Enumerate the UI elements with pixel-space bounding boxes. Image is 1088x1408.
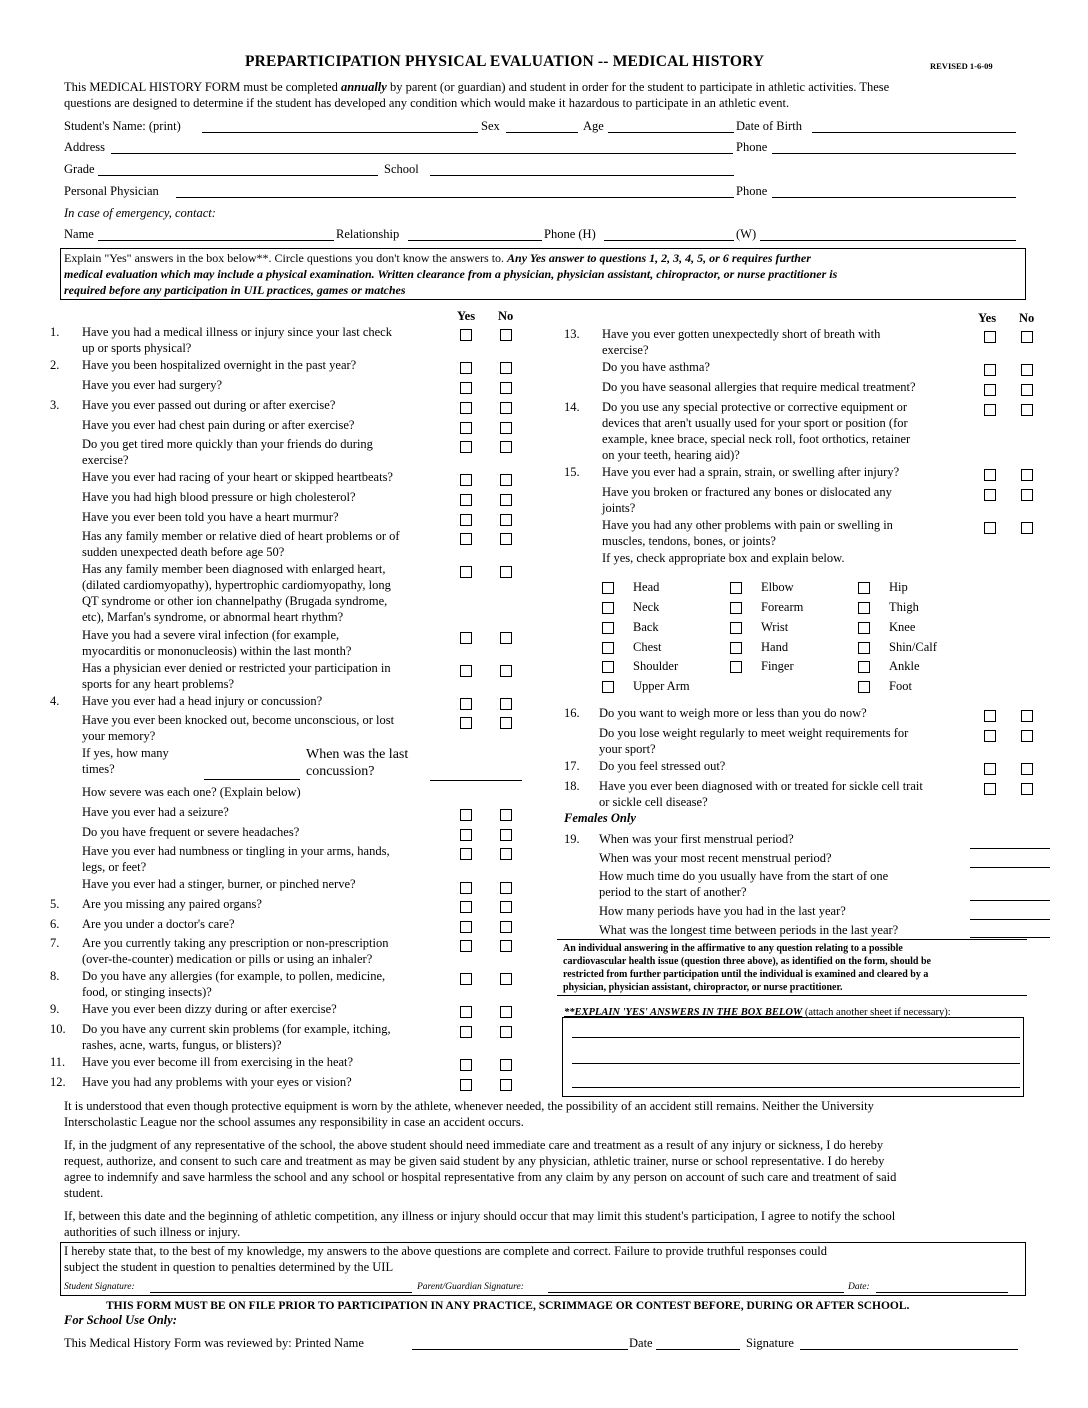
answer-checkbox[interactable] <box>1021 522 1033 534</box>
revised-date: REVISED 1-6-09 <box>930 61 993 71</box>
intro-emphasis: annually <box>340 80 387 94</box>
body-part-checkbox[interactable] <box>602 602 614 614</box>
q3a-text: Have you ever had chest pain during or after exercise? <box>82 418 355 432</box>
answer-checkbox[interactable] <box>500 533 512 545</box>
instructions-emphasis: Any Yes answer to questions 1, 2, 3, 4, 5, or 6 requires further <box>507 251 811 265</box>
q15-text: Have you ever had a sprain, strain, or swelling after injury? <box>602 465 900 479</box>
statement-line-2: subject the student in question to penalties determined by the UIL <box>64 1260 394 1274</box>
q16-number: 16. <box>564 706 580 720</box>
q16a-text: Do you lose weight regularly to meet weight requirements for <box>599 726 909 740</box>
q1-text: Have you had a medical illness or injury since your last check <box>82 325 392 339</box>
q3i-text: Has a physician ever denied or restricted your participation in <box>82 661 391 675</box>
first-period-field[interactable] <box>970 848 1050 849</box>
answer-checkbox[interactable] <box>500 973 512 985</box>
q5-number: 5. <box>50 897 60 911</box>
q11-text: Have you ever become ill from exercising in the heat? <box>82 1055 354 1069</box>
q13a-text: Do you have asthma? <box>602 360 710 374</box>
q3g-text-4: etc), Marfan's syndrome, or abnormal heart rhythm? <box>82 610 344 624</box>
answer-checkbox[interactable] <box>460 533 472 545</box>
cardio-notice-3: restricted from further participation until the individual is examined and cleared by a <box>563 969 929 980</box>
parent-signature-label: Parent/Guardian Signature: <box>417 1282 524 1292</box>
periods-count-field[interactable] <box>970 919 1050 920</box>
q3e-text: Have you ever been told you have a heart murmur? <box>82 510 339 524</box>
answer-checkbox[interactable] <box>500 698 512 710</box>
q7-number: 7. <box>50 936 60 950</box>
answer-checkbox[interactable] <box>500 566 512 578</box>
answer-checkbox[interactable] <box>1021 364 1033 376</box>
q18-number: 18. <box>564 779 580 793</box>
emergency-label: In case of emergency, contact: <box>64 206 216 220</box>
body-part-label: Chest <box>633 640 662 654</box>
body-part-checkbox[interactable] <box>858 582 870 594</box>
cardio-notice-2: cardiovascular health issue (question three above), as identified on the form, should be <box>563 956 931 967</box>
answer-checkbox[interactable] <box>984 763 996 775</box>
explain-line-3[interactable] <box>572 1087 1020 1088</box>
q14-number: 14. <box>564 400 580 414</box>
answer-checkbox[interactable] <box>500 921 512 933</box>
q2-number: 2. <box>50 358 60 372</box>
answer-checkbox[interactable] <box>984 710 996 722</box>
body-part-checkbox[interactable] <box>858 602 870 614</box>
q4e-text: Have you ever had a seizure? <box>82 805 229 819</box>
q15b-text-2: muscles, tendons, bones, or joints? <box>602 534 776 548</box>
answer-checkbox[interactable] <box>984 364 996 376</box>
answer-checkbox[interactable] <box>460 1079 472 1091</box>
q16a-text-2: your sport? <box>599 742 656 756</box>
phone-label: Phone <box>736 140 768 154</box>
q19-number: 19. <box>564 832 580 846</box>
q9-number: 9. <box>50 1002 60 1016</box>
answer-checkbox[interactable] <box>500 1079 512 1091</box>
answer-checkbox[interactable] <box>460 717 472 729</box>
answer-checkbox[interactable] <box>500 329 512 341</box>
body-part-checkbox[interactable] <box>602 622 614 634</box>
reviewer-name-field[interactable] <box>412 1349 628 1350</box>
answer-checkbox[interactable] <box>460 829 472 841</box>
school-label: School <box>384 162 419 176</box>
instructions-line-1 <box>64 251 811 266</box>
q15c-text: If yes, check appropriate box and explain below. <box>602 551 845 565</box>
answer-checkbox[interactable] <box>500 514 512 526</box>
answer-checkbox[interactable] <box>500 901 512 913</box>
q18-text: Have you ever been diagnosed with or treated for sickle cell trait <box>599 779 923 793</box>
address-field[interactable] <box>111 153 733 154</box>
answer-checkbox[interactable] <box>1021 710 1033 722</box>
q5-text: Are you missing any paired organs? <box>82 897 262 911</box>
legal-p1-line1: It is understood that even though protective equipment is worn by the athlete, whenever needed, the possibility of an accident still remains. Neither the University <box>64 1099 874 1113</box>
physician-phone-label: Phone <box>736 184 768 198</box>
review-signature-field[interactable] <box>800 1349 1018 1350</box>
cardio-notice-bottom-rule <box>557 995 1027 996</box>
q10-text-2: rashes, acne, warts, fungus, or blisters)? <box>82 1038 282 1052</box>
q4g-text: Have you ever had numbness or tingling in your arms, hands, <box>82 844 390 858</box>
answer-checkbox[interactable] <box>984 384 996 396</box>
answer-checkbox[interactable] <box>984 404 996 416</box>
q14-text-4: on your teeth, hearing aid)? <box>602 448 740 462</box>
q4a-text-2: your memory? <box>82 729 156 743</box>
answer-checkbox[interactable] <box>500 829 512 841</box>
q4c-text-2: concussion? <box>306 764 375 779</box>
body-part-label: Back <box>633 620 659 634</box>
q4-number: 4. <box>50 694 60 708</box>
review-date-field[interactable] <box>656 1349 740 1350</box>
body-part-checkbox[interactable] <box>730 622 742 634</box>
q10-text: Do you have any current skin problems (for example, itching, <box>82 1022 391 1036</box>
parent-signature-field[interactable] <box>548 1292 844 1293</box>
q19b-text-2: period to the start of another? <box>599 885 747 899</box>
answer-checkbox[interactable] <box>460 698 472 710</box>
legal-p2-line4: student. <box>64 1186 104 1200</box>
answer-checkbox[interactable] <box>460 973 472 985</box>
q3g-text: Has any family member been diagnosed with enlarged heart, <box>82 562 386 576</box>
review-signature-label: Signature <box>746 1336 794 1350</box>
instructions-text: Explain "Yes" answers in the box below**. Circle questions you don't know the answers to. <box>64 251 505 265</box>
answer-checkbox[interactable] <box>500 1006 512 1018</box>
answer-checkbox[interactable] <box>984 783 996 795</box>
q10-number: 10. <box>50 1022 66 1036</box>
q9-text: Have you ever been dizzy during or after exercise? <box>82 1002 337 1016</box>
instructions-line-2: medical evaluation which may include a physical examination. Written clearance from a physician, physician assistant, chiropractor, or nurse practitioner is <box>64 267 838 281</box>
explain-line-2[interactable] <box>572 1063 1020 1064</box>
legal-p2-line1: If, in the judgment of any representative of the school, the above student should need immediate care and treatment as a result of any injury or sickness, I do hereby <box>64 1138 884 1152</box>
q1-text-2: up or sports physical? <box>82 341 192 355</box>
date-field[interactable] <box>876 1292 1008 1293</box>
q3h-text-2: myocarditis or mononucleosis) within the last month? <box>82 644 352 658</box>
body-part-label: Thigh <box>889 600 919 614</box>
answer-checkbox[interactable] <box>460 474 472 486</box>
concussion-count-field[interactable] <box>204 779 300 780</box>
body-part-checkbox[interactable] <box>858 622 870 634</box>
answer-checkbox[interactable] <box>1021 331 1033 343</box>
females-only-label: Females Only <box>564 811 636 825</box>
q19-text: When was your first menstrual period? <box>599 832 794 846</box>
q3b-text-2: exercise? <box>82 453 129 467</box>
legal-p2-line2: request, authorize, and consent to such care and treatment as may be given said student by any physician, athletic trainer, nurse or school representative. I do hereby <box>64 1154 885 1168</box>
q13-number: 13. <box>564 327 580 341</box>
answer-checkbox[interactable] <box>460 921 472 933</box>
answer-checkbox[interactable] <box>460 329 472 341</box>
q7-text-2: (over-the-counter) medication or pills or using an inhaler? <box>82 952 373 966</box>
body-part-checkbox[interactable] <box>602 681 614 693</box>
body-part-label: Foot <box>889 679 912 693</box>
answer-checkbox[interactable] <box>460 362 472 374</box>
phone-field[interactable] <box>772 153 1016 154</box>
q2a-text: Have you ever had surgery? <box>82 378 222 392</box>
q7-text: Are you currently taking any prescription or non-prescription <box>82 936 389 950</box>
answer-checkbox[interactable] <box>984 469 996 481</box>
body-part-label: Finger <box>761 659 794 673</box>
page-title: PREPARTICIPATION PHYSICAL EVALUATION -- MEDICAL HISTORY <box>245 53 765 70</box>
answer-checkbox[interactable] <box>1021 730 1033 742</box>
q19d-text: What was the longest time between periods in the last year? <box>599 923 899 937</box>
body-part-checkbox[interactable] <box>602 661 614 673</box>
statement-line-1: I hereby state that, to the best of my knowledge, my answers to the above questions are complete and correct. Failure to provide truthful responses could <box>64 1244 827 1258</box>
body-part-checkbox[interactable] <box>858 681 870 693</box>
q19a-text: When was your most recent menstrual period? <box>599 851 832 865</box>
q18-text-2: or sickle cell disease? <box>599 795 708 809</box>
q15b-text: Have you had any other problems with pain or swelling in <box>602 518 893 532</box>
q4d-text: How severe was each one? (Explain below) <box>82 785 301 799</box>
answer-checkbox[interactable] <box>460 494 472 506</box>
answer-checkbox[interactable] <box>984 331 996 343</box>
answer-checkbox[interactable] <box>460 848 472 860</box>
q19c-text: How many periods have you had in the last year? <box>599 904 846 918</box>
body-part-label: Neck <box>633 600 660 614</box>
answer-checkbox[interactable] <box>500 940 512 952</box>
contact-name-field[interactable] <box>98 240 334 241</box>
q3-text: Have you ever passed out during or after exercise? <box>82 398 336 412</box>
body-part-label: Hand <box>761 640 789 654</box>
longest-interval-field[interactable] <box>970 937 1050 938</box>
q4b-text: If yes, how many <box>82 746 169 760</box>
relationship-field[interactable] <box>408 240 542 241</box>
recent-period-field[interactable] <box>970 867 1050 868</box>
body-part-label: Forearm <box>761 600 804 614</box>
body-part-checkbox[interactable] <box>602 642 614 654</box>
answer-checkbox[interactable] <box>460 514 472 526</box>
cardio-notice-1: An individual answering in the affirmative to any question relating to a possible <box>563 943 903 954</box>
body-part-label: Shoulder <box>633 659 679 673</box>
answer-checkbox[interactable] <box>1021 384 1033 396</box>
body-part-checkbox[interactable] <box>730 642 742 654</box>
answer-checkbox[interactable] <box>500 422 512 434</box>
answer-checkbox[interactable] <box>500 362 512 374</box>
address-label: Address <box>64 140 105 154</box>
physician-label: Personal Physician <box>64 184 159 198</box>
answer-checkbox[interactable] <box>1021 404 1033 416</box>
phone-w-label: (W) <box>736 227 757 241</box>
legal-p3-line1: If, between this date and the beginning of athletic competition, any illness or injury should occur that may limit this student's participation, I agree to notify the school <box>64 1209 896 1223</box>
answer-checkbox[interactable] <box>500 665 512 677</box>
grade-field[interactable] <box>98 175 378 176</box>
q2-text: Have you been hospitalized overnight in the past year? <box>82 358 357 372</box>
body-part-label: Shin/Calf <box>889 640 937 654</box>
age-label: Age <box>583 119 604 133</box>
no-header: No <box>498 309 514 323</box>
answer-checkbox[interactable] <box>500 1026 512 1038</box>
yes-header: Yes <box>457 309 476 323</box>
answer-checkbox[interactable] <box>460 901 472 913</box>
q1-number: 1. <box>50 325 60 339</box>
school-use-label: For School Use Only: <box>64 1313 177 1327</box>
dob-label: Date of Birth <box>736 119 802 133</box>
answer-checkbox[interactable] <box>500 632 512 644</box>
answer-checkbox[interactable] <box>500 1059 512 1071</box>
answer-checkbox[interactable] <box>500 441 512 453</box>
q4g-text-2: legs, or feet? <box>82 860 147 874</box>
body-part-label: Upper Arm <box>633 679 690 693</box>
answer-checkbox[interactable] <box>460 882 472 894</box>
answer-checkbox[interactable] <box>460 940 472 952</box>
q4b-text-2: times? <box>82 762 115 776</box>
answer-checkbox[interactable] <box>460 809 472 821</box>
student-signature-field[interactable] <box>150 1292 412 1293</box>
q12-number: 12. <box>50 1075 66 1089</box>
q14-text-3: example, knee brace, special neck roll, foot orthotics, retainer <box>602 432 911 446</box>
q4a-text: Have you ever been knocked out, become unconscious, or lost <box>82 713 395 727</box>
q3h-text: Have you had a severe viral infection (for example, <box>82 628 340 642</box>
body-part-label: Wrist <box>761 620 789 634</box>
explain-yes-note: (attach another sheet if necessary): <box>804 1007 951 1018</box>
answer-checkbox[interactable] <box>460 441 472 453</box>
answer-checkbox[interactable] <box>500 474 512 486</box>
grade-label: Grade <box>64 162 95 176</box>
school-field[interactable] <box>430 175 734 176</box>
phone-h-label: Phone (H) <box>544 227 596 241</box>
q8-text-2: food, or stinging insects)? <box>82 985 212 999</box>
q13-text-2: exercise? <box>602 343 649 357</box>
dob-field[interactable] <box>812 132 1016 133</box>
age-field[interactable] <box>608 132 734 133</box>
q4c-text: When was the last <box>306 747 409 762</box>
cardio-notice-top-rule <box>557 939 1027 940</box>
q6-text: Are you under a doctor's care? <box>82 917 235 931</box>
body-part-checkbox[interactable] <box>730 602 742 614</box>
body-part-label: Ankle <box>889 659 920 673</box>
legal-p2-line3: agree to indemnify and save harmless the school and any school or hospital representative from any claim by any person on account of such care and treatment of said <box>64 1170 897 1184</box>
q15a-text: Have you broken or fractured any bones or dislocated any <box>602 485 892 499</box>
q4f-text: Do you have frequent or severe headaches? <box>82 825 300 839</box>
answer-checkbox[interactable] <box>500 848 512 860</box>
q17-text: Do you feel stressed out? <box>599 759 726 773</box>
answer-checkbox[interactable] <box>500 382 512 394</box>
intro-text-rest: by parent (or guardian) and student in order for the student to participate in athletic activities. These <box>389 80 890 94</box>
period-interval-field[interactable] <box>970 900 1050 901</box>
q12-text: Have you had any problems with your eyes or vision? <box>82 1075 352 1089</box>
q8-text: Do you have any allergies (for example, to pollen, medicine, <box>82 969 386 983</box>
legal-p3-line2: authorities of such illness or injury. <box>64 1225 241 1239</box>
last-concussion-field[interactable] <box>430 780 522 781</box>
intro-line-2: questions are designed to determine if the student has developed any condition which would make it hazardous to participate in an athletic event. <box>64 96 790 110</box>
answer-checkbox[interactable] <box>1021 469 1033 481</box>
q11-number: 11. <box>50 1055 66 1069</box>
q15a-text-2: joints? <box>602 501 636 515</box>
answer-checkbox[interactable] <box>1021 783 1033 795</box>
cardio-notice-4: physician, physician assistant, chiropractor, or nurse practitioner. <box>563 982 843 993</box>
body-part-checkbox[interactable] <box>730 582 742 594</box>
q3i-text-2: sports for any heart problems? <box>82 677 235 691</box>
answer-checkbox[interactable] <box>500 402 512 414</box>
answer-checkbox[interactable] <box>500 882 512 894</box>
body-part-label: Hip <box>889 580 908 594</box>
q13-text: Have you ever gotten unexpectedly short of breath with <box>602 327 881 341</box>
q3c-text: Have you ever had racing of your heart or skipped heartbeats? <box>82 470 393 484</box>
answer-checkbox[interactable] <box>460 1026 472 1038</box>
answer-checkbox[interactable] <box>460 402 472 414</box>
answer-checkbox[interactable] <box>984 489 996 501</box>
sex-field[interactable] <box>506 132 578 133</box>
explain-yes-box[interactable] <box>562 1017 1024 1097</box>
q3f-text: Has any family member or relative died of heart problems or of <box>82 529 400 543</box>
relationship-label: Relationship <box>336 227 400 241</box>
q14-text: Do you use any special protective or corrective equipment or <box>602 400 908 414</box>
q3d-text: Have you had high blood pressure or high cholesterol? <box>82 490 356 504</box>
body-part-checkbox[interactable] <box>730 661 742 673</box>
student-name-field[interactable] <box>202 132 478 133</box>
answer-checkbox[interactable] <box>500 494 512 506</box>
answer-checkbox[interactable] <box>500 809 512 821</box>
contact-name-label: Name <box>64 227 94 241</box>
review-date-label: Date <box>629 1336 653 1350</box>
physician-field[interactable] <box>176 197 734 198</box>
answer-checkbox[interactable] <box>460 665 472 677</box>
body-part-checkbox[interactable] <box>858 642 870 654</box>
q4h-text: Have you ever had a stinger, burner, or pinched nerve? <box>82 877 356 891</box>
body-part-checkbox[interactable] <box>602 582 614 594</box>
instructions-line-3: required before any participation in UIL practices, games or matches <box>64 283 406 297</box>
answer-checkbox[interactable] <box>1021 489 1033 501</box>
answer-checkbox[interactable] <box>984 522 996 534</box>
q16-text: Do you want to weigh more or less than you do now? <box>599 706 867 720</box>
phone-w-field[interactable] <box>760 240 1016 241</box>
intro-line-1 <box>64 80 889 95</box>
body-part-label: Knee <box>889 620 916 634</box>
sex-label: Sex <box>481 119 500 133</box>
q14-text-2: devices that aren't usually used for your sport or position (for <box>602 416 908 430</box>
body-part-label: Elbow <box>761 580 794 594</box>
legal-p1-line2: Interscholastic League nor the school assumes any responsibility in case an accident occurs. <box>64 1115 524 1129</box>
q17-number: 17. <box>564 759 580 773</box>
intro-text: This MEDICAL HISTORY FORM must be completed <box>64 80 338 94</box>
q3-number: 3. <box>50 398 60 412</box>
student-signature-label: Student Signature: <box>64 1282 135 1292</box>
answer-checkbox[interactable] <box>460 1059 472 1071</box>
explain-line-1[interactable] <box>572 1037 1020 1038</box>
q4-text: Have you ever had a head injury or concussion? <box>82 694 323 708</box>
answer-checkbox[interactable] <box>460 1006 472 1018</box>
answer-checkbox[interactable] <box>500 717 512 729</box>
q8-number: 8. <box>50 969 60 983</box>
explain-yes-label: **EXPLAIN 'YES' ANSWERS IN THE BOX BELOW <box>564 1007 803 1018</box>
answer-checkbox[interactable] <box>1021 763 1033 775</box>
body-part-checkbox[interactable] <box>858 661 870 673</box>
answer-checkbox[interactable] <box>460 382 472 394</box>
student-name-label: Student's Name: (print) <box>64 119 181 133</box>
q3f-text-2: sudden unexpected death before age 50? <box>82 545 285 559</box>
answer-checkbox[interactable] <box>984 730 996 742</box>
file-notice: THIS FORM MUST BE ON FILE PRIOR TO PARTICIPATION IN ANY PRACTICE, SCRIMMAGE OR CONTEST BEFORE, DURING OR AFTER SCHOOL. <box>106 1300 910 1312</box>
q3g-text-2: (dilated cardiomyopathy), hypertrophic cardiomyopathy, long <box>82 578 391 592</box>
q15-number: 15. <box>564 465 580 479</box>
phone-h-field[interactable] <box>604 240 734 241</box>
q19b-text: How much time do you usually have from the start of one <box>599 869 889 883</box>
yes-header-right: Yes <box>978 311 997 325</box>
physician-phone-field[interactable] <box>772 197 1016 198</box>
body-part-label: Head <box>633 580 660 594</box>
q13c-text: Do you have seasonal allergies that require medical treatment? <box>602 380 916 394</box>
q3g-text-3: QT syndrome or other ion channelpathy (Brugada syndrome, <box>82 594 388 608</box>
answer-checkbox[interactable] <box>460 632 472 644</box>
no-header-right: No <box>1019 311 1035 325</box>
answer-checkbox[interactable] <box>460 566 472 578</box>
q6-number: 6. <box>50 917 60 931</box>
answer-checkbox[interactable] <box>460 422 472 434</box>
date-label: Date: <box>848 1282 870 1292</box>
q3b-text: Do you get tired more quickly than your friends do during <box>82 437 373 451</box>
reviewed-by-label: This Medical History Form was reviewed by: Printed Name <box>64 1336 364 1350</box>
